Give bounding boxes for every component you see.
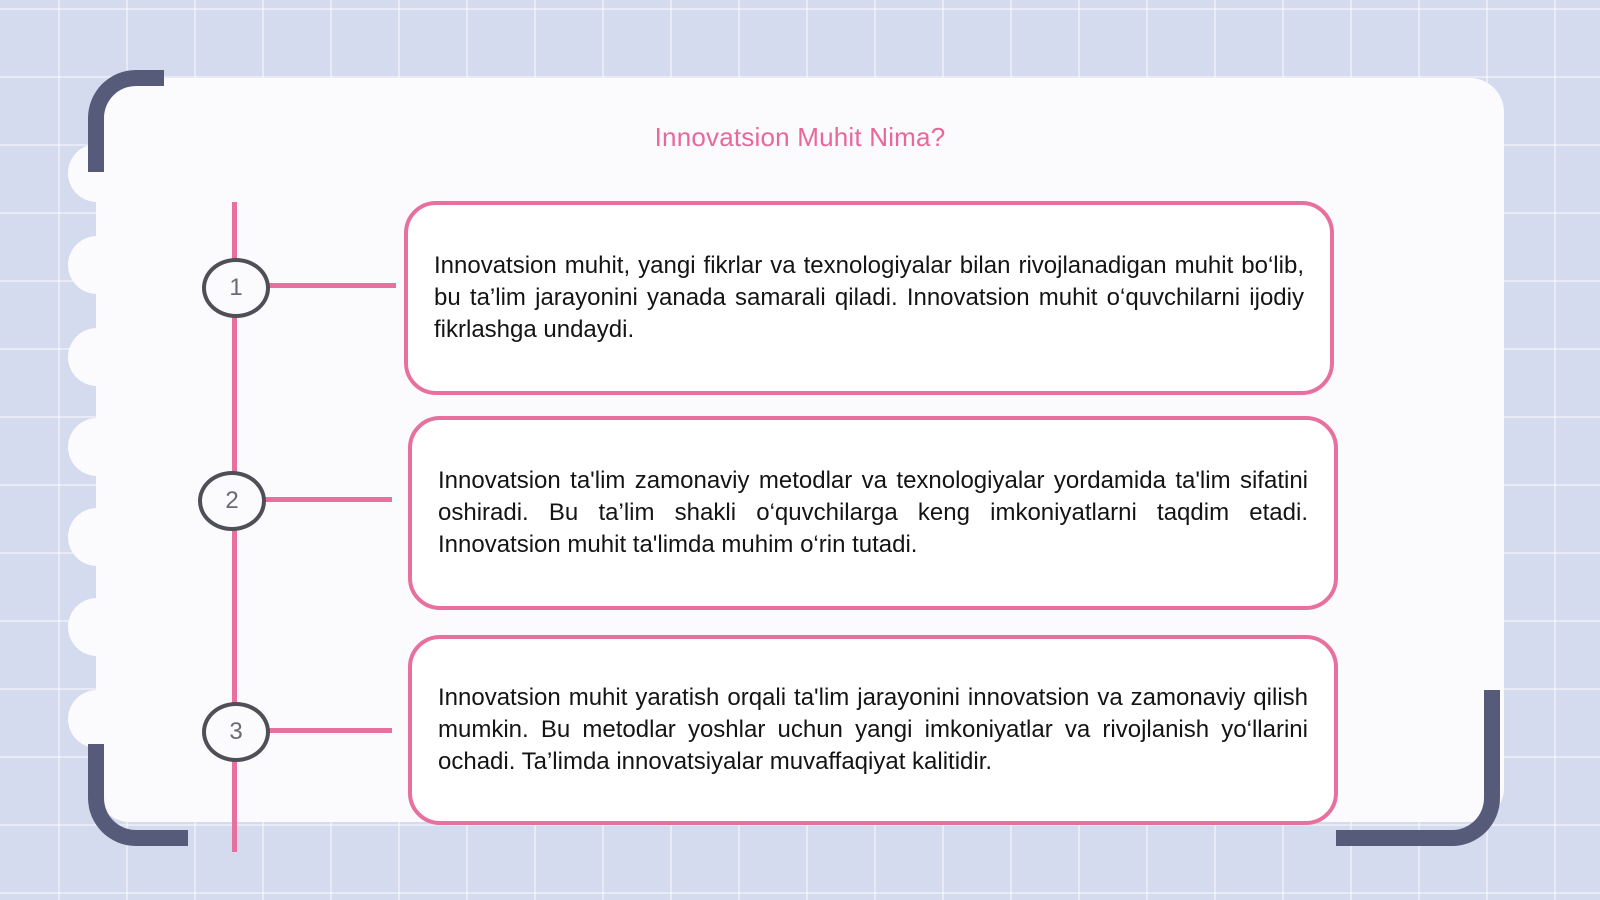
paper-scallop [68,328,126,386]
timeline-connector-1 [264,283,396,288]
paper-scallop [68,418,126,476]
paper-scallop [68,690,126,748]
content-card-1 [404,201,1334,395]
timeline-connector-3 [264,728,392,733]
paper-scallop [68,236,126,294]
timeline-connector-2 [262,497,392,502]
step-number-circle-3 [202,702,270,762]
step-number-circle-1 [202,258,270,318]
step-number-2: 2 [225,487,239,514]
card-text-2: Innovatsion ta'lim zamonaviy metodlar va texnologiyalar yordamida ta'lim sifatini oshiradi. Bu ta’lim shakli o‘quvchilarga keng imkoniyatlarni taqdim etadi. Innovatsion muhit ta'limda muhim o‘rin tutadi. [438,467,1308,558]
step-number-1: 1 [229,274,243,301]
paper-scallop [68,598,126,656]
card-text-3: Innovatsion muhit yaratish orqali ta'lim jarayonini innovatsion va zamonaviy qilish mumkin. Bu metodlar yoshlar uchun yangi imkoniyatlar va rivojlanish yo‘llarini ochadi. Ta’limda innovatsiyalar muvaffaqiyat kalitidir. [438,684,1308,775]
step-number-circle-2 [198,471,266,531]
paper-scallop [68,508,126,566]
content-card-2 [408,416,1338,610]
slide-title: Innovatsion Muhit Nima? [654,122,946,152]
step-number-3: 3 [229,718,243,745]
card-text-1: Innovatsion muhit, yangi fikrlar va texnologiyalar bilan rivojlanadigan muhit bo‘lib, bu ta’lim jarayonini yanada samarali qiladi. Innovatsion muhit o‘quvchilarni ijodiy fikrlashga undaydi. [434,252,1304,343]
content-card-3 [408,635,1338,825]
corner-bracket-top-left [88,70,164,172]
corner-bracket-bottom-left [88,744,188,846]
corner-bracket-bottom-right [1336,690,1500,846]
